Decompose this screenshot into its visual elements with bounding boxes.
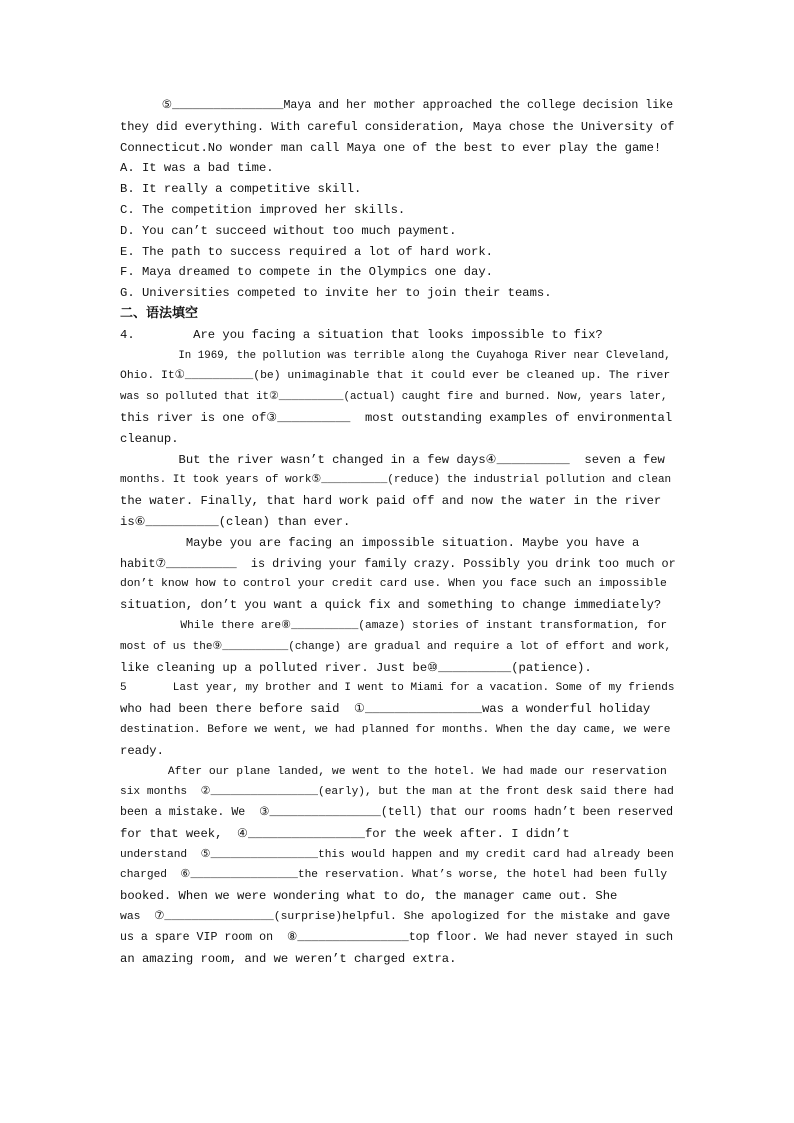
- option-b: B. It really a competitive skill.: [120, 182, 362, 197]
- option-a: A. It was a bad time.: [120, 161, 274, 176]
- text-line: In 1969, the pollution was terrible along the Cuyahoga River near Cleveland,: [120, 349, 671, 362]
- text-line: been a mistake. We ③________________(tell) that our rooms hadn’t been reserved: [120, 806, 674, 820]
- text-line: Ohio. It①__________(be) unimaginable that it could ever be cleaned up. The river: [120, 370, 671, 383]
- text-line: who had been there before said ①________________was a wonderful holiday: [120, 702, 651, 717]
- text-line: habit⑦__________ is driving your family crazy. Possibly you drink too much or: [120, 556, 676, 571]
- text-line: is⑥__________(clean) than ever.: [120, 514, 351, 529]
- passage-3-end: [120, 96, 676, 158]
- text-line: was ⑦________________(surprise)helpful. She apologized for the mistake and gave: [120, 911, 671, 924]
- option-d: D. You can’t succeed without too much payment.: [120, 223, 457, 238]
- answer-options: [120, 158, 676, 304]
- text-line: charged ⑥________________the reservation. What’s worse, the hotel had been fully: [120, 869, 668, 882]
- passage-5: [120, 678, 676, 969]
- text-line: months. It took years of work⑤__________(reduce) the industrial pollution and clean: [120, 474, 672, 487]
- text-line: While there are⑧__________(amaze) stories of instant transformation, for: [120, 619, 668, 632]
- text-line: most of us the⑨__________(change) are gradual and require a lot of effort and work,: [120, 640, 672, 653]
- text-line: 5 Last year, my brother and I went to Miami for a vacation. Some of my friends: [120, 682, 675, 695]
- text-line: 4. Are you facing a situation that looks impossible to fix?: [120, 327, 603, 342]
- passage-4: [120, 325, 676, 679]
- text-line: this river is one of③__________ most outstanding examples of environmental: [120, 410, 673, 425]
- text-line: destination. Before we went, we had planned for months. When the day came, we were: [120, 723, 671, 736]
- text-line: ready.: [120, 743, 164, 758]
- text-line: After our plane landed, we went to the hotel. We had made our reservation: [120, 765, 667, 778]
- text-line: But the river wasn’t changed in a few days④__________ seven a few: [120, 452, 665, 467]
- text-line: an amazing room, and we weren’t charged extra.: [120, 951, 457, 966]
- option-e: E. The path to success required a lot of hard work.: [120, 244, 493, 259]
- text-line: don’t know how to control your credit card use. When you face such an impossible: [120, 578, 667, 591]
- option-g: G. Universities competed to invite her to join their teams.: [120, 286, 552, 301]
- text-line: us a spare VIP room on ⑧________________top floor. We had never stayed in such: [120, 930, 674, 944]
- document-page: [120, 96, 676, 969]
- text-line: like cleaning up a polluted river. Just be⑩__________(patience).: [120, 660, 592, 675]
- text-line: was so polluted that it②__________(actual) caught fire and burned. Now, years later,: [120, 391, 668, 404]
- text-line: they did everything. With careful consideration, Maya chose the University of: [120, 119, 675, 134]
- option-f: F. Maya dreamed to compete in the Olympics one day.: [120, 265, 493, 280]
- text-line: Connecticut.No wonder man call Maya one of the best to ever play the game!: [120, 140, 662, 155]
- text-line: booked. When we were wondering what to do, the manager came out. She: [120, 889, 618, 904]
- option-c: C. The competition improved her skills.: [120, 202, 406, 217]
- text-line: cleanup.: [120, 431, 179, 446]
- text-line: ⑤________________Maya and her mother approached the college decision like: [120, 99, 674, 112]
- section-heading: 二、语法填空: [120, 305, 199, 321]
- text-line: understand ⑤________________this would happen and my credit card had already been: [120, 848, 674, 861]
- text-line: for that week, ④________________for the week after. I didn’t: [120, 826, 570, 841]
- text-line: the water. Finally, that hard work paid off and now the water in the river: [120, 494, 662, 509]
- text-line: situation, don’t you want a quick fix and something to change immediately?: [120, 598, 662, 613]
- text-line: Maybe you are facing an impossible situation. Maybe you have a: [120, 535, 640, 550]
- text-line: six months ②________________(early), but the man at the front desk said there had: [120, 786, 674, 799]
